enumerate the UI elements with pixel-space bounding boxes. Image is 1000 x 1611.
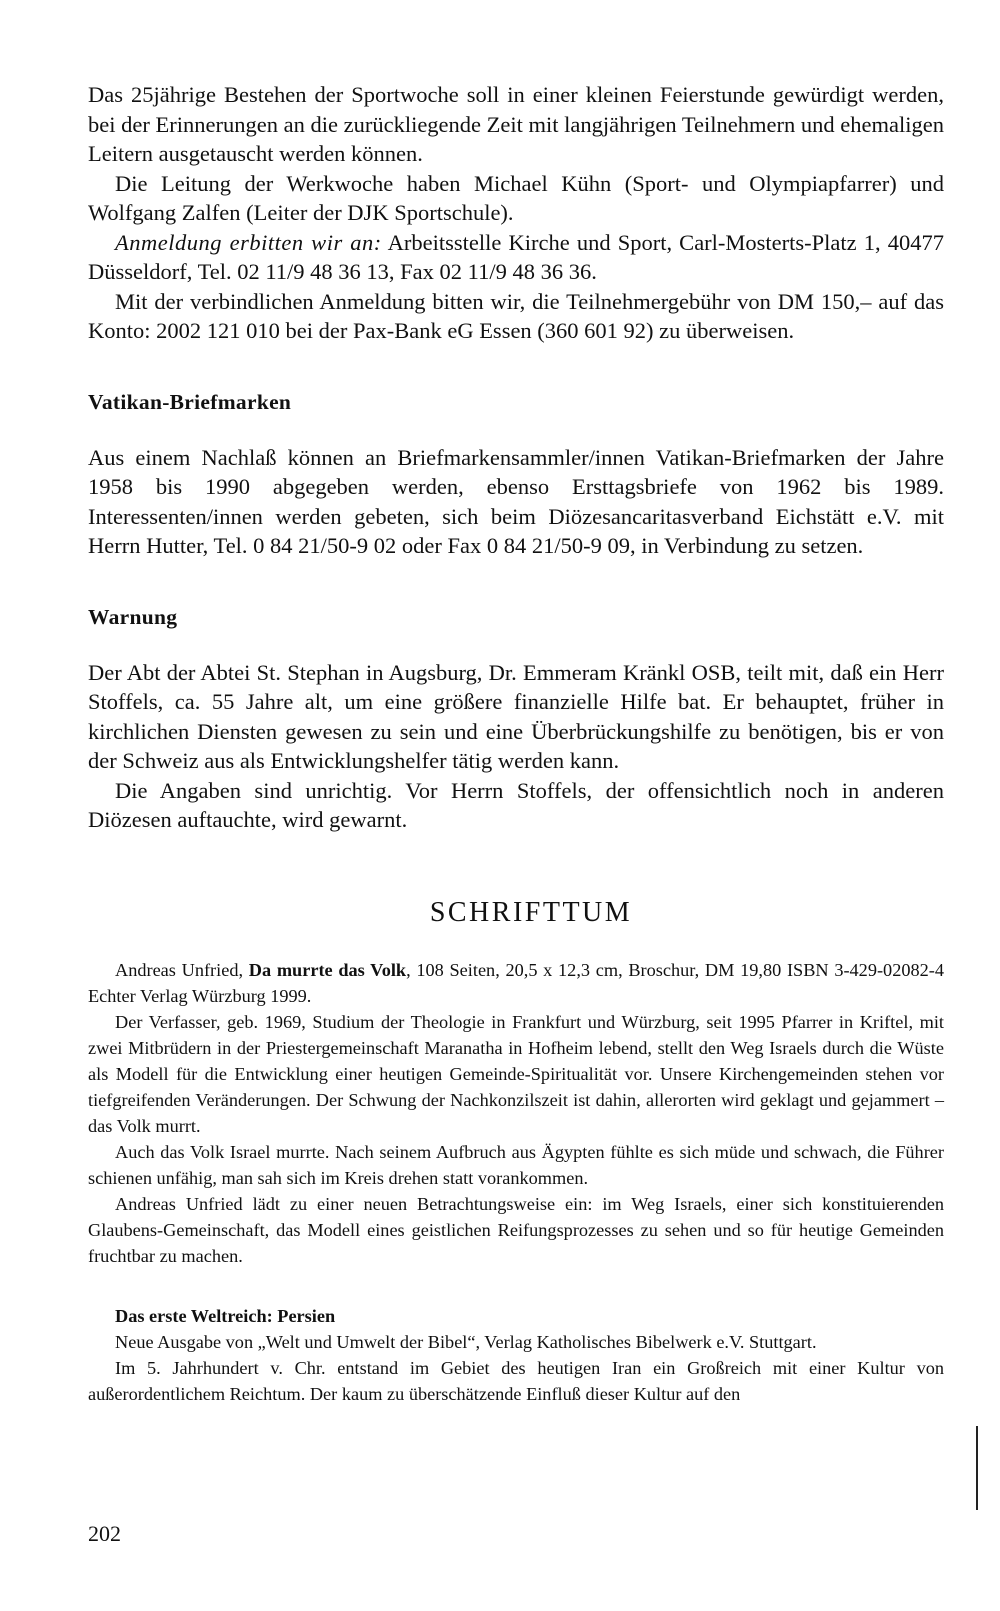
book2-heading: Das erste Weltreich: Persien — [115, 1305, 336, 1326]
book1-details: , 108 Seiten, 20,5 x 12,3 cm, Broschur, DM 19,80 ISBN 3-429-02082-4 Echter Verlag Würzburg 1999. — [88, 959, 944, 1006]
warnung-heading: Warnung — [88, 604, 178, 629]
book1-citation — [88, 957, 944, 1009]
schrifttum-title: SCHRIFTTUM — [429, 896, 633, 928]
book1-paragraph-1: Der Verfasser, geb. 1969, Studium der Theologie in Frankfurt und Würzburg, seit 1995 Pfarrer in Kriftel, mit zwei Mitbrüdern in der Priestergemeinschaft Maranatha in Hofheim lebend, stellt den Weg Israels durch die Wüste als Modell für die Entwicklung einer heutigen Gemeinde-Spiritualität vor. Unsere Kirchengemeinden stehen vor tiefgreifenden Veränderungen. Der Schwung der Nachkonzilszeit ist dahin, allerorten wird geklagt und gejammert – das Volk murrt. — [88, 1011, 944, 1136]
book1-author: Andreas Unfried, — [115, 959, 249, 980]
registration-text: Arbeitsstelle Kirche und Sport, Carl-Mosterts-Platz 1, 40477 Düsseldorf, Tel. 02 11/9 48 36 13, Fax 02 11/9 48 36 36. — [88, 229, 944, 284]
vatikan-heading: Vatikan-Briefmarken — [88, 389, 292, 414]
scan-edge-line — [976, 1426, 978, 1510]
page-number: 202 — [88, 1521, 121, 1546]
intro-section — [88, 80, 944, 346]
book1-paragraph-2: Auch das Volk Israel murrte. Nach seinem Aufbruch aus Ägypten fühlte es sich müde und schwach, die Führer schienen unfähig, man sah sich im Kreis drehen statt vorankommen. — [88, 1141, 944, 1188]
page-body — [88, 80, 944, 1407]
intro-paragraph-2: Die Leitung der Werkwoche haben Michael Kühn (Sport- und Olympiapfarrer) und Wolfgang Zalfen (Leiter der DJK Sportschule). — [88, 170, 944, 225]
fee-paragraph: Mit der verbindlichen Anmeldung bitten wir, die Teilnehmergebühr von DM 150,– auf das Konto: 2002 121 010 bei der Pax-Bank eG Essen (360 601 92) zu überweisen. — [88, 288, 944, 343]
book2-paragraph-2: Im 5. Jahrhundert v. Chr. entstand im Gebiet des heutigen Iran ein Großreich mit einer Kultur von außerordentlichem Reichtum. Der kaum zu überschätzende Einfluß dieser Kultur auf den — [88, 1357, 944, 1404]
vatikan-paragraph: Aus einem Nachlaß können an Briefmarkensammler/innen Vatikan-Briefmarken der Jahre 1958 bis 1990 abgegeben werden, ebenso Ersttagsbriefe von 1962 bis 1989. Interessenten/innen werden gebeten, sich beim Diözesancaritasverband Eichstätt e.V. mit Herrn Hutter, Tel. 0 84 21/50-9 02 oder Fax 0 84 21/50-9 09, in Verbindung zu setzen. — [88, 444, 944, 558]
book1-paragraph-3: Andreas Unfried lädt zu einer neuen Betrachtungsweise ein: im Weg Israels, einer sich konstituierenden Glaubens-Gemeinschaft, das Modell eines geistlichen Reifungsprozesses zu sehen und so für heutige Gemeinden fruchtbar zu machen. — [88, 1193, 944, 1266]
warnung-paragraph-2: Die Angaben sind unrichtig. Vor Herrn Stoffels, der offensichtlich noch in anderen Diözesen auftauchte, wird gewarnt. — [88, 777, 944, 832]
registration-label: Anmeldung erbitten wir an: — [115, 229, 382, 255]
warnung-paragraph-1: Der Abt der Abtei St. Stephan in Augsburg, Dr. Emmeram Kränkl OSB, teilt mit, daß ein Herr Stoffels, ca. 55 Jahre alt, um eine größere finanzielle Hilfe bat. Er behauptet, früher in kirchlichen Diensten gewesen zu sein und eine Überbrückungshilfe zu benötigen, bis er von der Schweiz aus als Entwicklungshelfer tätig werden kann. — [88, 659, 944, 773]
book2-paragraph-1: Neue Ausgabe von „Welt und Umwelt der Bibel“, Verlag Katholisches Bibelwerk e.V. Stuttgart. — [115, 1331, 817, 1352]
book1-title: Da murrte das Volk — [248, 959, 407, 980]
registration-paragraph — [88, 228, 944, 287]
intro-paragraph-1: Das 25jährige Bestehen der Sportwoche soll in einer kleinen Feierstunde gewürdigt werden, bei der Erinnerungen an die zurückliegende Zeit mit langjährigen Teilnehmern und ehemaligen Leitern ausgetauscht werden können. — [88, 82, 944, 166]
